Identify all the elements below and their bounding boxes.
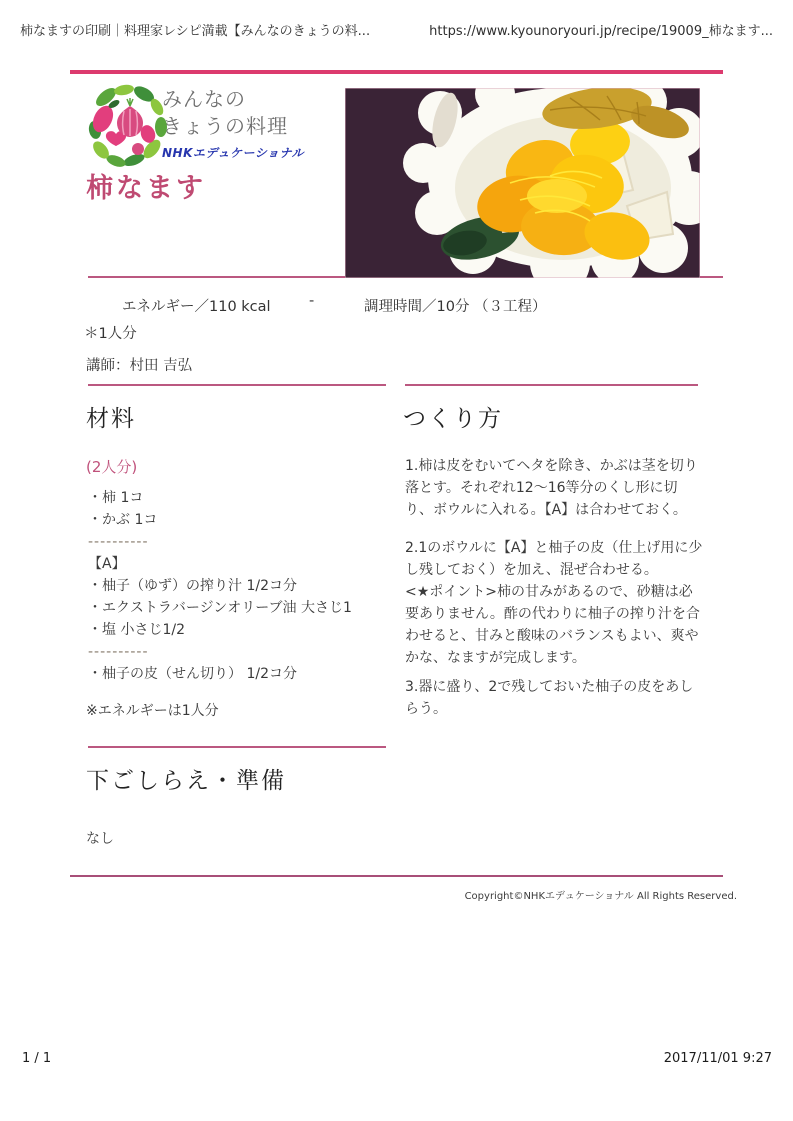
preparation-content: なし xyxy=(86,831,114,847)
ingredient-item: ・柚子（ゆず）の搾り汁 1/2コ分 xyxy=(88,578,297,594)
instructions-heading: つくり方 xyxy=(403,406,503,432)
instruction-step-2-point: <★ポイント>柿の甘みがあるので、砂糖は必要ありません。酢の代わりに柚子の搾り汁を合わせると、甘みと酸味のバランスもよい、爽やかな、なますが完成します。 xyxy=(405,584,700,666)
top-accent-rule xyxy=(70,70,723,74)
ingredient-divider: ---------- xyxy=(88,644,149,660)
ingredients-heading: 材料 xyxy=(86,406,136,432)
left-column-rule-bottom xyxy=(88,746,386,748)
print-footer-datetime: 2017/11/01 9:27 xyxy=(663,1051,772,1066)
energy-value: エネルギー／110 kcal xyxy=(122,299,271,315)
ingredient-divider: ---------- xyxy=(88,534,149,550)
logo-line-1: みんなの xyxy=(162,87,246,111)
instruction-step-2-text: 2.1のボウルに【A】と柚子の皮（仕上げ用に少し残しておく）を加え、混ぜ合わせる。 xyxy=(405,540,703,578)
print-footer-page-number: 1 / 1 xyxy=(22,1051,52,1066)
logo-wordmark xyxy=(162,86,304,161)
ingredient-group-label: 【A】 xyxy=(88,556,126,572)
serving-note: ＊1人分 xyxy=(84,326,137,342)
print-header-url: https://www.kyounoryouri.jp/recipe/19009_柿なます... xyxy=(429,24,773,39)
instruction-step-2 xyxy=(405,537,703,669)
ingredient-item: ・塩 小さじ1/2 xyxy=(88,622,185,638)
copyright-text: Copyright©NHKエデュケーショナル All Rights Reserved. xyxy=(464,891,737,902)
ingredient-item: ・かぶ 1コ xyxy=(88,512,158,528)
ingredient-item: ・柿 1コ xyxy=(88,490,144,506)
energy-per-serving-note: ※エネルギーは1人分 xyxy=(86,703,219,719)
ingredients-list xyxy=(88,487,390,685)
teacher-name: 講師：村田 吉弘 xyxy=(86,358,193,374)
cooking-time-value: 調理時間／10分 （３工程） xyxy=(364,299,547,315)
ingredient-item: ・エクストラバージンオリーブ油 大さじ1 xyxy=(88,600,352,616)
instruction-step-1: 1.柿は皮をむいてヘタを除き、かぶは茎を切り落とす。それぞれ12～16等分のくし形に切り、ボウルに入れる。【A】は合わせておく。 xyxy=(405,458,698,518)
logo-nhk-educational: NHKエデュケーショナル xyxy=(162,146,304,160)
meta-separator: - xyxy=(309,293,315,309)
left-column-rule-top xyxy=(88,384,386,386)
recipe-photo xyxy=(345,88,700,278)
recipe-title: 柿なます xyxy=(86,173,206,204)
vegetables-wreath-logo-icon xyxy=(86,82,170,168)
ingredient-item: ・柚子の皮（せん切り） 1/2コ分 xyxy=(88,666,297,682)
preparation-heading: 下ごしらえ・準備 xyxy=(86,768,286,794)
print-header-title: 柿なますの印刷｜料理家レシピ満載【みんなのきょうの料... xyxy=(20,24,371,39)
instruction-step-3: 3.器に盛り、2で残しておいた柚子の皮をあしらう。 xyxy=(405,679,694,717)
servings-label: (2人分) xyxy=(86,458,138,476)
footer-rule xyxy=(70,875,723,877)
right-column-rule-top xyxy=(405,384,698,386)
logo-line-2: きょうの料理 xyxy=(162,114,288,138)
